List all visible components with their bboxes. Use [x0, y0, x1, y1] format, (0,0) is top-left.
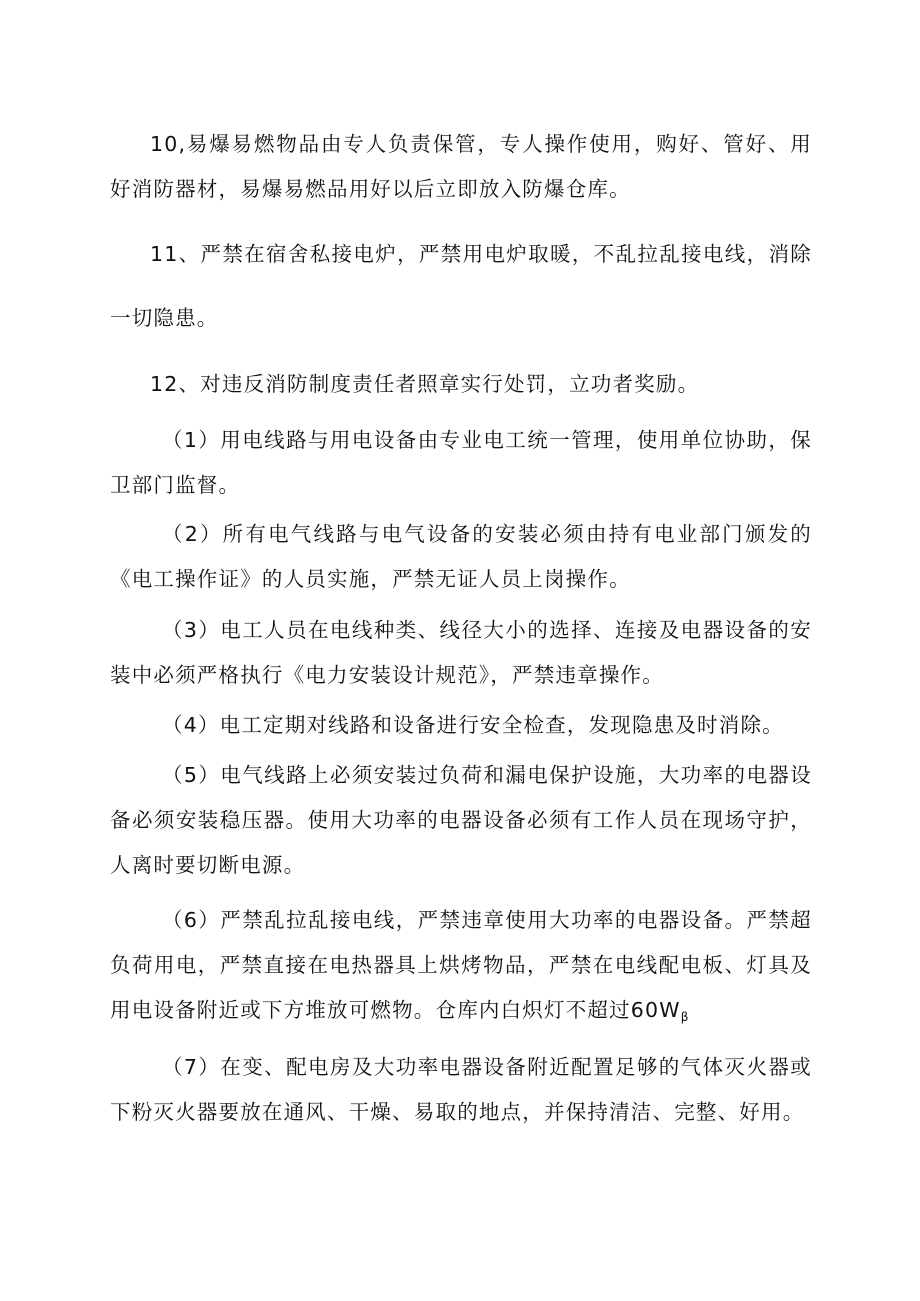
paragraph-11: 11、严禁在宿舍私接电炉，严禁用电炉取暖，不乱拉乱接电线，消除一切隐患。 — [110, 242, 812, 330]
sub-item-7: （7）在变、配电房及大功率电器设备附近配置足够的气体灭火器或下粉灭火器要放在通风、干燥、易取的地点，并保持清洁、完整、好用。 — [110, 1055, 812, 1124]
sub-item-5: （5）电气线路上必须安装过负荷和漏电保护设施，大功率的电器设备必须安装稳压器。使用大功率的电器设备必须有工作人员在现场守护，人离时要切断电源。 — [110, 763, 812, 877]
sub-item-2: （2）所有电气线路与电气设备的安装必须由持有电业部门颁发的《电工操作证》的人员实施，严禁无证人员上岗操作。 — [110, 522, 812, 591]
sub-item-6 — [110, 898, 812, 1040]
sub-item-1: （1）用电线路与用电设备由专业电工统一管理，使用单位协助，保卫部门监督。 — [110, 428, 812, 497]
paragraph-10: 10,易爆易燃物品由专人负责保管，专人操作使用，购好、管好、用好消防器材，易爆易燃品用好以后立即放入防爆仓库。 — [110, 132, 812, 201]
paragraph-12: 12、对违反消防制度责任者照章实行处罚，立功者奖励。 — [150, 372, 700, 396]
sub-item-6-suffix: β — [680, 1010, 689, 1024]
sub-item-3: （3）电工人员在电线种类、线径大小的选择、连接及电器设备的安装中必须严格执行《电力安装设计规范》，严禁违章操作。 — [110, 618, 812, 687]
sub-item-6-text: （6）严禁乱拉乱接电线，严禁违章使用大功率的电器设备。严禁超负荷用电，严禁直接在电热器具上烘烤物品，严禁在电线配电板、灯具及用电设备附近或下方堆放可燃物。仓库内白炽灯不超过60W — [110, 908, 812, 1022]
sub-item-4: （4）电工定期对线路和设备进行安全检查，发现隐患及时消除。 — [162, 713, 784, 737]
